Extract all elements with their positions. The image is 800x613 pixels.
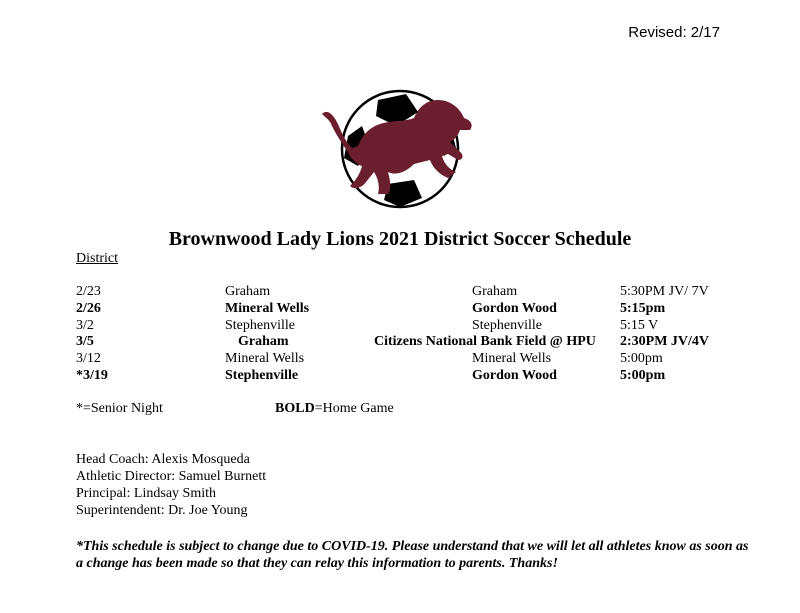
game-date: 3/5 bbox=[76, 334, 94, 349]
game-opponent: Mineral Wells bbox=[225, 301, 310, 316]
game-time: 5:00pm bbox=[620, 351, 663, 366]
superintendent: Superintendent: Dr. Joe Young bbox=[76, 503, 248, 518]
game-opponent: Stephenville bbox=[225, 368, 299, 383]
game-location: Citizens National Bank Field @ HPU bbox=[374, 334, 596, 349]
schedule-row bbox=[0, 368, 800, 385]
principal: Principal: Lindsay Smith bbox=[76, 486, 216, 501]
schedule-row bbox=[0, 351, 800, 368]
head-coach: Head Coach: Alexis Mosqueda bbox=[76, 452, 250, 467]
senior-night-legend: *=Senior Night bbox=[76, 401, 163, 416]
game-time: 5:30PM JV/ 7V bbox=[620, 284, 709, 299]
game-location: Gordon Wood bbox=[472, 301, 557, 316]
game-date: 2/23 bbox=[76, 284, 101, 299]
covid-note: *This schedule is subject to change due to COVID-19. Please understand that we will let all athletes know as soon as a change has been made so that they can relay this information to parents. Thanks! bbox=[76, 539, 749, 571]
game-date: 2/26 bbox=[76, 301, 101, 316]
game-location: Stephenville bbox=[472, 318, 542, 333]
game-date: 3/2 bbox=[76, 318, 94, 333]
game-opponent: Graham bbox=[238, 334, 289, 349]
schedule-row bbox=[0, 284, 800, 301]
game-location: Graham bbox=[472, 284, 518, 299]
game-location: Gordon Wood bbox=[472, 368, 557, 383]
section-label: District bbox=[76, 251, 118, 266]
schedule-row bbox=[0, 301, 800, 318]
revised-date: Revised: 2/17 bbox=[628, 24, 720, 41]
bold-word: BOLD bbox=[275, 401, 315, 416]
game-date: 3/12 bbox=[76, 351, 101, 366]
game-time: 5:15 V bbox=[620, 318, 659, 333]
game-location: Mineral Wells bbox=[472, 351, 552, 366]
game-opponent: Stephenville bbox=[225, 318, 295, 333]
game-date: *3/19 bbox=[76, 368, 108, 383]
athletic-director: Athletic Director: Samuel Burnett bbox=[76, 469, 267, 484]
schedule-row bbox=[0, 334, 800, 351]
page-title: Brownwood Lady Lions 2021 District Soccer Schedule bbox=[168, 228, 632, 250]
game-time: 5:15pm bbox=[620, 301, 666, 316]
game-time: 2:30PM JV/4V bbox=[620, 334, 710, 349]
game-opponent: Graham bbox=[225, 284, 271, 299]
home-game-text: =Home Game bbox=[314, 401, 394, 416]
lion-soccer-ball-logo bbox=[318, 86, 484, 212]
game-opponent: Mineral Wells bbox=[225, 351, 305, 366]
schedule-row bbox=[0, 318, 800, 335]
game-time: 5:00pm bbox=[620, 368, 666, 383]
home-game-legend bbox=[275, 401, 394, 417]
